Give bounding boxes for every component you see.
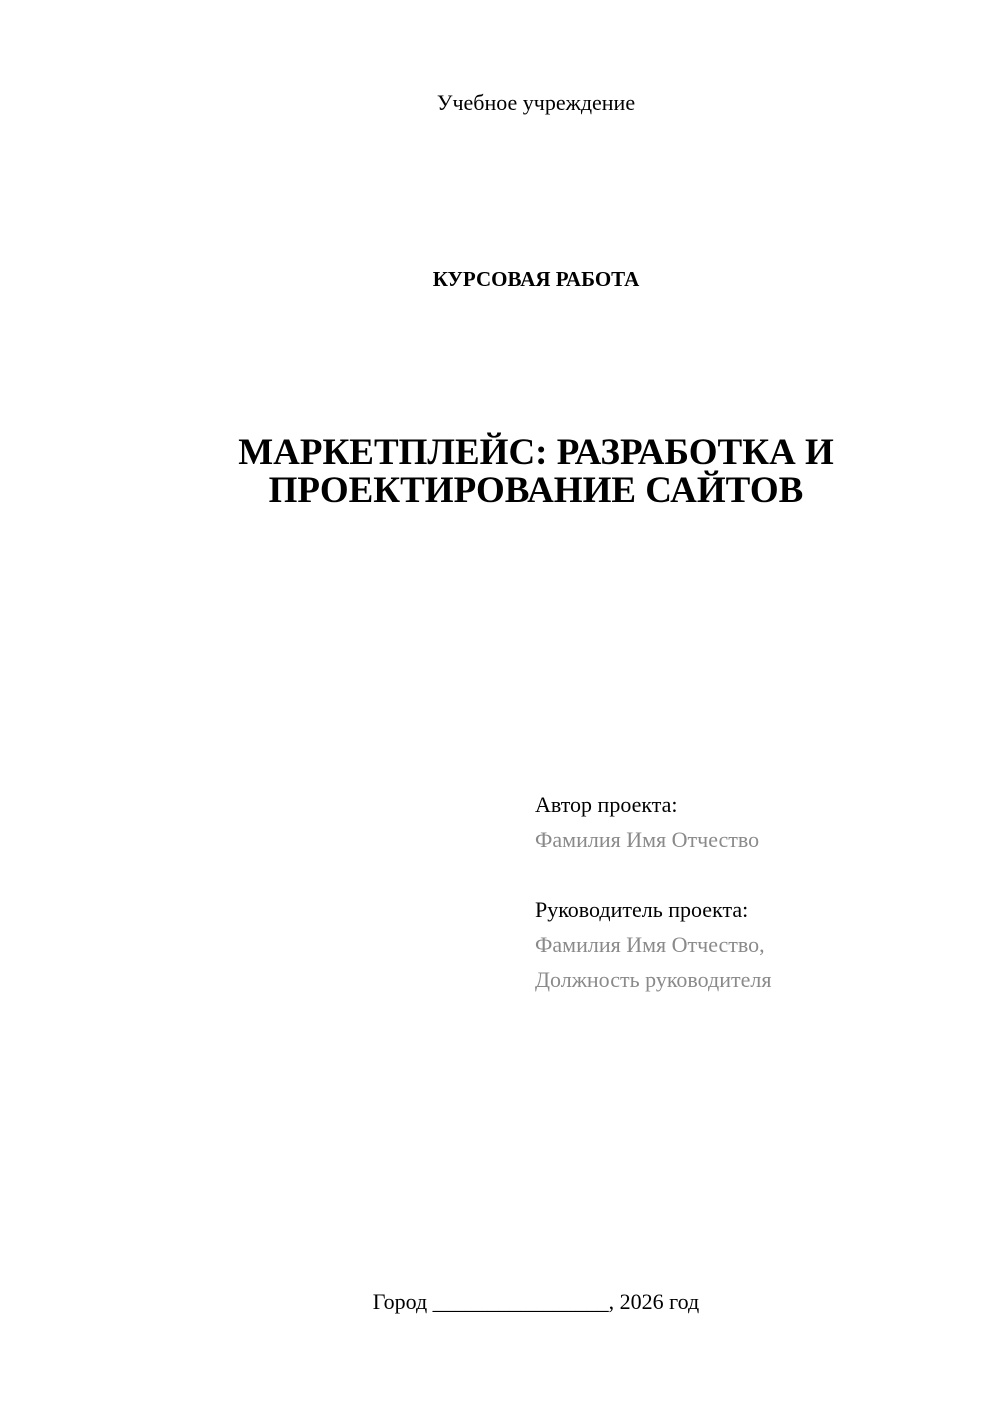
- work-type-heading: КУРСОВАЯ РАБОТА: [432, 267, 640, 291]
- project-title-line-1: МАРКЕТПЛЕЙС: РАЗРАБОТКА И: [238, 432, 834, 473]
- project-title: [150, 434, 922, 510]
- author-name: Фамилия Имя Отчество: [535, 827, 760, 852]
- project-title-line-2: ПРОЕКТИРОВАНИЕ САЙТОВ: [268, 470, 804, 511]
- credits-spacer: [535, 857, 975, 892]
- city-year-line: Город ________________, 2026 год: [372, 1289, 700, 1314]
- author-label: Автор проекта:: [535, 792, 678, 817]
- credits-block: [535, 787, 975, 997]
- supervisor-position: Должность руководителя: [535, 967, 772, 992]
- supervisor-name: Фамилия Имя Отчество,: [535, 932, 765, 957]
- institution-name: Учебное учреждение: [436, 90, 636, 115]
- supervisor-label: Руководитель проекта:: [535, 897, 749, 922]
